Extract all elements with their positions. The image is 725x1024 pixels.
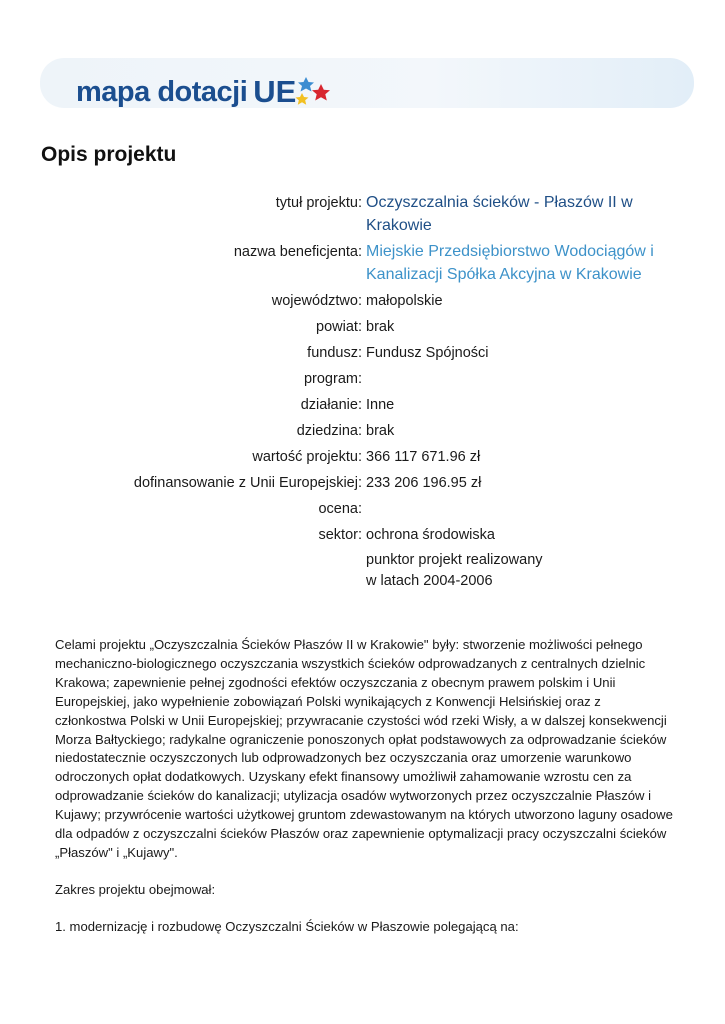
detail-value: małopolskie — [366, 293, 443, 309]
detail-label: województwo: — [271, 293, 362, 309]
detail-row-domain — [60, 418, 680, 444]
detail-value: brak — [366, 423, 395, 439]
punktor-note — [366, 550, 566, 592]
punktor-line: punktor projekt realizowany — [366, 552, 543, 568]
red-star-icon — [312, 84, 330, 101]
blue-star-icon — [298, 77, 314, 92]
logo[interactable] — [76, 57, 334, 107]
detail-row-sector — [60, 522, 680, 548]
detail-label: działanie: — [300, 397, 362, 413]
detail-row-eu-funding — [60, 470, 680, 496]
detail-label: nazwa beneficjenta: — [233, 244, 362, 260]
detail-value: Fundusz Spójności — [366, 345, 489, 361]
detail-label: program: — [303, 371, 362, 387]
yellow-star-icon — [296, 93, 309, 105]
detail-value: 366 117 671.96 zł — [366, 449, 481, 465]
detail-label: wartość projektu: — [252, 449, 362, 465]
detail-row-action — [60, 392, 680, 418]
detail-row-program — [60, 366, 680, 392]
project-details — [60, 190, 680, 592]
logo-text: mapa dotacji — [76, 76, 248, 108]
detail-row-title — [60, 190, 680, 237]
detail-row-project-value — [60, 444, 680, 470]
logo-ue-text: UE — [253, 74, 297, 109]
detail-value: Inne — [366, 397, 395, 413]
detail-label: dziedzina: — [296, 423, 362, 439]
detail-label: powiat: — [316, 319, 362, 335]
page-title: Opis projektu — [41, 143, 177, 166]
detail-label: dofinansowanie z Unii Europejskiej: — [133, 475, 362, 491]
description-paragraph: 1. modernizację i rozbudowę Oczyszczalni Ścieków w Płaszowie polegającą na: — [55, 918, 519, 934]
detail-value: ochrona środowiska — [366, 527, 495, 543]
eu-stars-icon — [294, 63, 334, 107]
detail-label: sektor: — [318, 527, 362, 543]
project-description — [55, 636, 675, 937]
detail-row-voivodeship — [60, 288, 680, 314]
detail-label: fundusz: — [307, 345, 362, 361]
description-paragraph: Zakres projektu obejmował: — [55, 881, 216, 897]
detail-row-beneficiary — [60, 239, 680, 286]
detail-label: ocena: — [318, 501, 362, 517]
detail-row-fund — [60, 340, 680, 366]
detail-row-county — [60, 314, 680, 340]
detail-label: tytuł projektu: — [275, 195, 362, 211]
detail-value: 233 206 196.95 zł — [366, 475, 482, 491]
description-paragraph: Celami projektu „Oczyszczalnia Ścieków Płaszów II w Krakowie" były: stworzenie możliwości pełnego mechaniczno-biologicznego oczyszczania wszystkich ścieków odprowadzanych z centralnych dzielnic Krakowa; zapewnienie pełnej zgodności efektów oczyszczania z obecnym prawem polskim i Unii Europejskiej, jako wypełnienie zobowiązań Polski wynikających z Konwencji Helsińskiej oraz z członkostwa Polski w Unii Europejskiej; przywracanie czystości wód rzeki Wisły, a w dalszej konsekwencji Morza Bałtyckiego; radykalne ograniczenie ponoszonych opłat podstawowych za odprowadzanie ścieków niedostatecznie oczyszczonych lub odprowadzonych bez oczyszczania oraz umorzenie warunkowo odroczonych opłat dodatkowych. Uzyskany efekt finansowy umożliwił zahamowanie wzrostu cen za odprowadzanie ścieków do kanalizacji; utylizacja osadów wytworzonych przez oczyszczalnie Płaszów i Kujawy; przywrócenie wartości użytkowej gruntom zdewastowanym na których utworzono laguny osadowe dla odpadów z oczyszczalni ścieków Płaszów oraz zapewnienie optymalizacji pracy oczyszczalni ścieków „Płaszów" i „Kujawy". — [55, 637, 673, 860]
punktor-line: w latach 2004-2006 — [366, 573, 493, 589]
detail-value: brak — [366, 319, 395, 335]
beneficiary-link[interactable]: Miejskie Przedsiębiorstwo Wodociągów i Kanalizacji Spółka Akcyjna w Krakowie — [366, 243, 654, 283]
detail-row-rating — [60, 496, 680, 522]
project-title-link[interactable]: Oczyszczalnia ścieków - Płaszów II w Krakowie — [366, 194, 633, 234]
